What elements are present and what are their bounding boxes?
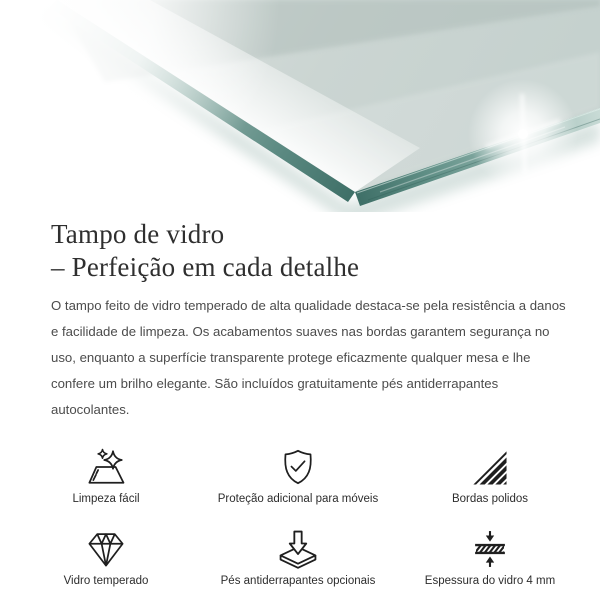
feature-item-polished-edges — [394, 447, 586, 505]
feature-item-tempered-glass — [10, 529, 202, 587]
feature-label: Limpeza fácil — [72, 493, 140, 505]
diamond-icon — [84, 529, 128, 569]
glass-panel-illustration — [0, 0, 600, 212]
feature-item-protection — [202, 447, 394, 505]
product-description-text: O tampo feito de vidro temperado de alta qualidade destaca-se pela resistência a danos e facilidade de limpeza. Os acabamentos suaves nas bordas garantem segurança no uso, enquanto a superfície transparente protege eficazmente qualquer mesa e lhe confere um brilho elegante. São incluídos gratuitamente pés antiderrapantes autocolantes. — [51, 298, 566, 417]
page-title — [51, 218, 600, 284]
sparkle-surface-icon — [84, 447, 128, 487]
feature-item-easy-cleaning — [10, 447, 202, 505]
feature-label: Proteção adicional para móveis — [217, 493, 379, 505]
feature-label: Pés antiderrapantes opcionais — [220, 575, 376, 587]
feature-label: Vidro temperado — [63, 575, 149, 587]
feature-label: Bordas polidos — [451, 493, 529, 505]
title-line-1: Tampo de vidro — [51, 219, 225, 249]
glass-thickness-icon — [469, 529, 511, 569]
feature-item-anti-slip-pads — [202, 529, 394, 587]
title-line-2: – Perfeição em cada detalhe — [51, 252, 360, 282]
feature-label: Espessura do vidro 4 mm — [424, 575, 556, 587]
polished-edges-icon — [469, 447, 511, 487]
product-photo-glass-panel — [0, 0, 600, 212]
feature-item-glass-thickness — [394, 529, 586, 587]
feature-grid — [10, 447, 586, 587]
photo-white-fade — [0, 0, 600, 212]
anti-slip-pad-icon — [276, 529, 320, 569]
product-info-section — [0, 210, 600, 587]
shield-check-icon — [277, 447, 319, 487]
